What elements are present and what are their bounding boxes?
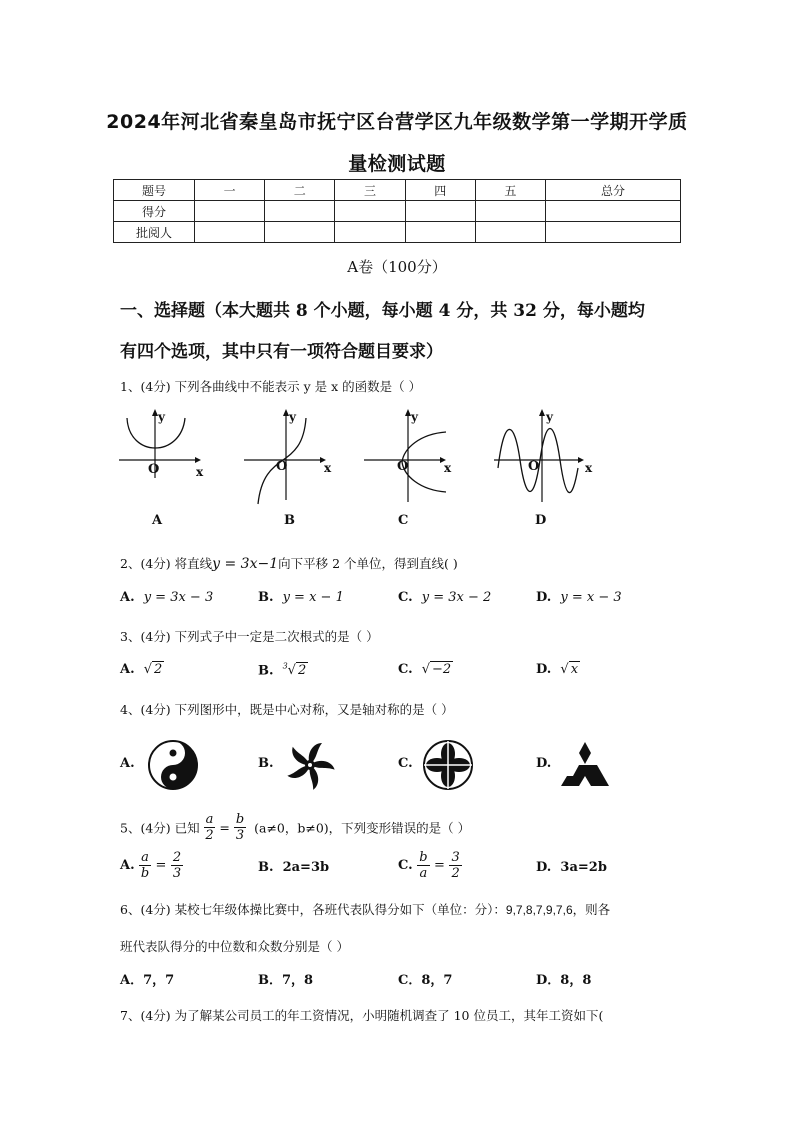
- score-cell[interactable]: [475, 201, 545, 222]
- question-6-stem: [120, 900, 610, 918]
- graph-b-x-label: x: [324, 461, 332, 475]
- q5-option-c-letter: C.: [398, 858, 413, 873]
- three-diamonds-icon: [560, 741, 610, 787]
- score-table-row-label: 得分: [114, 201, 195, 222]
- q3-option-a-letter: A.: [120, 662, 135, 677]
- graph-c-origin: O: [397, 459, 409, 474]
- q5-option-d-text: 3a=2b: [560, 860, 607, 875]
- q6-option-b[interactable]: B．7，8: [258, 973, 314, 988]
- score-table-header: 五: [475, 180, 545, 201]
- q5-option-c-num2: 3: [451, 850, 460, 865]
- q2-option-c-expr: y = 3x − 2: [421, 590, 492, 605]
- exam-title-line1: 2024年河北省秦皇岛市抚宁区台营学区九年级数学第一学期开学质: [106, 111, 688, 133]
- section-1-heading-line2: 有四个选项，其中只有一项符合题目要求）: [120, 342, 443, 362]
- q2-option-a[interactable]: [120, 590, 213, 605]
- graph-d-origin: O: [528, 459, 540, 474]
- q6-option-c[interactable]: C．8，7: [398, 973, 453, 988]
- question-5-prefix: 5、(4分) 已知: [120, 820, 200, 836]
- question-6-line2: 班代表队得分的中位数和众数分别是（ ）: [120, 939, 349, 954]
- q5-option-b-letter: B.: [258, 860, 274, 875]
- score-table-row: [114, 222, 681, 243]
- graph-b-origin: O: [276, 459, 288, 474]
- score-cell[interactable]: [265, 201, 335, 222]
- q5-option-a-num2: 2: [172, 850, 182, 865]
- score-table-header: 三: [335, 180, 405, 201]
- graph-a-label: A: [152, 513, 163, 528]
- graph-c-label: C: [398, 513, 409, 528]
- q6-option-d[interactable]: D．8，8: [536, 973, 592, 988]
- score-cell[interactable]: [265, 222, 335, 243]
- question-4-stem: 4、(4分) 下列图形中，既是中心对称，又是轴对称的是（ ）: [120, 702, 454, 717]
- q5-given-eq: =: [219, 820, 230, 835]
- q2-option-a-letter: A.: [120, 590, 135, 605]
- pinwheel-flower-icon: [284, 739, 336, 791]
- q4-option-d-letter[interactable]: D.: [536, 756, 552, 771]
- score-table-row-label: 批阅人: [114, 222, 195, 243]
- q3-option-b-radicand: 2: [297, 663, 307, 679]
- q3-option-c[interactable]: [398, 662, 453, 677]
- score-cell[interactable]: [335, 222, 405, 243]
- score-table-header-row: [114, 180, 681, 201]
- graph-c: [362, 408, 454, 504]
- score-cell[interactable]: [546, 201, 681, 222]
- q4-option-a-letter[interactable]: A.: [120, 756, 135, 771]
- yin-yang-icon: [147, 739, 199, 791]
- score-cell[interactable]: [195, 222, 265, 243]
- q6-option-a[interactable]: A．7，7: [120, 973, 175, 988]
- q5-option-a-den2: 3: [172, 866, 182, 881]
- q5-option-b[interactable]: [258, 860, 329, 875]
- question-2-expr: y = 3x−1: [212, 556, 279, 572]
- score-table-header: 题号: [114, 180, 195, 201]
- q4-option-c-letter[interactable]: C.: [398, 756, 413, 771]
- q3-option-d[interactable]: [536, 662, 580, 677]
- q2-option-c-letter: C.: [398, 590, 413, 605]
- q5-given-num2: b: [235, 812, 245, 827]
- graph-a-origin: O: [148, 462, 160, 477]
- graph-b-label: B: [284, 513, 295, 528]
- q5-option-c-eq: =: [434, 858, 445, 873]
- q3-option-c-letter: C.: [398, 662, 413, 677]
- graph-d-x-label: x: [585, 461, 593, 475]
- score-cell[interactable]: [405, 201, 475, 222]
- q2-option-b-expr: y = x − 1: [282, 590, 344, 605]
- q5-option-a[interactable]: [120, 850, 183, 881]
- score-table-header: 一: [195, 180, 265, 201]
- q5-option-c[interactable]: [398, 850, 462, 881]
- question-6-stem-text: 6、(4分) 某校七年级体操比赛中，各班代表队得分如下（单位：分）：: [120, 902, 506, 917]
- four-leaf-circle-icon: [422, 739, 474, 791]
- q5-option-a-den1: b: [140, 866, 150, 881]
- graph-c-y-label: y: [411, 410, 418, 424]
- q5-option-a-frac-2: [171, 850, 183, 881]
- q3-option-a-sqrt: √ 2: [143, 662, 163, 677]
- score-cell[interactable]: [546, 222, 681, 243]
- q2-option-a-expr: y = 3x − 3: [143, 590, 214, 605]
- q3-option-d-letter: D.: [536, 662, 552, 677]
- q5-given-num1: a: [205, 812, 214, 827]
- question-5-stem: [120, 812, 470, 843]
- section-a-heading: A卷（100分）: [347, 258, 447, 276]
- q3-option-a[interactable]: [120, 662, 164, 677]
- question-2-stem: [120, 554, 458, 572]
- q5-given-frac-2: [234, 812, 246, 843]
- q5-option-c-den1: a: [419, 866, 428, 881]
- graph-b-y-label: y: [289, 410, 296, 424]
- q2-option-d-expr: y = x − 3: [560, 590, 622, 605]
- section-1-heading-line1: 一、选择题（本大题共 8 个小题，每小题 4 分，共 32 分，每小题均: [120, 301, 645, 321]
- score-cell[interactable]: [195, 201, 265, 222]
- q5-option-b-text: 2a=3b: [282, 860, 330, 875]
- score-table-header: 四: [405, 180, 475, 201]
- graph-a-y-label: y: [158, 410, 165, 424]
- score-cell[interactable]: [335, 201, 405, 222]
- score-table-header: 二: [265, 180, 335, 201]
- graph-d-y-label: y: [546, 410, 553, 424]
- q2-option-b-letter: B.: [258, 590, 274, 605]
- q3-option-c-sqrt: √ −2: [421, 662, 452, 677]
- q3-option-b[interactable]: [258, 662, 308, 678]
- graph-d: [492, 408, 592, 504]
- q3-option-b-sqrt: $^3$√ 2: [282, 662, 307, 679]
- q3-option-b-letter: B.: [258, 663, 274, 679]
- score-cell[interactable]: [475, 222, 545, 243]
- question-1-stem: 1、(4分) 下列各曲线中不能表示 y 是 x 的函数是（ ）: [120, 379, 422, 394]
- q2-option-b[interactable]: [258, 590, 344, 605]
- q2-option-c[interactable]: [398, 590, 491, 605]
- q5-option-a-frac-1: [139, 850, 151, 881]
- q3-option-d-radicand: x: [570, 662, 579, 677]
- score-table-row: [114, 201, 681, 222]
- graph-b: [242, 408, 334, 504]
- q3-option-c-radicand: −2: [432, 662, 452, 677]
- question-6-stem-end: ，则各: [572, 902, 611, 917]
- graph-a-x-label: x: [196, 465, 204, 479]
- q3-option-a-radicand: 2: [153, 662, 163, 677]
- q5-option-c-den2: 2: [451, 866, 460, 881]
- q2-option-d[interactable]: [536, 590, 622, 605]
- question-5-suffix: (a≠0，b≠0)，下列变形错误的是（ ）: [254, 820, 471, 836]
- score-table: [113, 179, 681, 243]
- question-2-suffix: 向下平移 2 个单位，得到直线( ): [278, 556, 458, 571]
- score-cell[interactable]: [405, 222, 475, 243]
- q2-option-d-letter: D.: [536, 590, 552, 605]
- q5-given-den1: 2: [205, 828, 214, 843]
- q3-option-b-index: 3: [282, 662, 288, 671]
- exam-title-line2: 量检测试题: [348, 153, 446, 175]
- question-7-stem: 7、(4分) 为了解某公司员工的年工资情况，小明随机调查了 10 位员工，其年工资如下(: [120, 1008, 604, 1023]
- q3-option-d-sqrt: √ x: [560, 662, 579, 677]
- q5-option-d-letter: D.: [536, 860, 552, 875]
- q5-option-a-num1: a: [141, 850, 149, 865]
- q5-given-frac-1: [204, 812, 216, 843]
- q5-option-c-frac-1: [417, 850, 429, 881]
- q5-given-den2: 3: [235, 828, 245, 843]
- q4-option-b-letter[interactable]: B.: [258, 756, 274, 771]
- q5-option-c-frac-2: [449, 850, 461, 881]
- score-table-header: 总分: [546, 180, 681, 201]
- question-3-stem: 3、(4分) 下列式子中一定是二次根式的是（ ）: [120, 629, 379, 644]
- q5-option-d[interactable]: [536, 860, 607, 875]
- question-6-data: 9,7,8,7,9,7,6: [505, 903, 573, 917]
- graph-d-label: D: [535, 513, 547, 528]
- q5-option-c-num1: b: [419, 850, 428, 865]
- graph-c-x-label: x: [444, 461, 452, 475]
- question-2-prefix: 2、(4分) 将直线: [120, 556, 213, 571]
- q5-option-a-letter: A.: [120, 858, 135, 873]
- q5-option-a-eq: =: [155, 858, 167, 873]
